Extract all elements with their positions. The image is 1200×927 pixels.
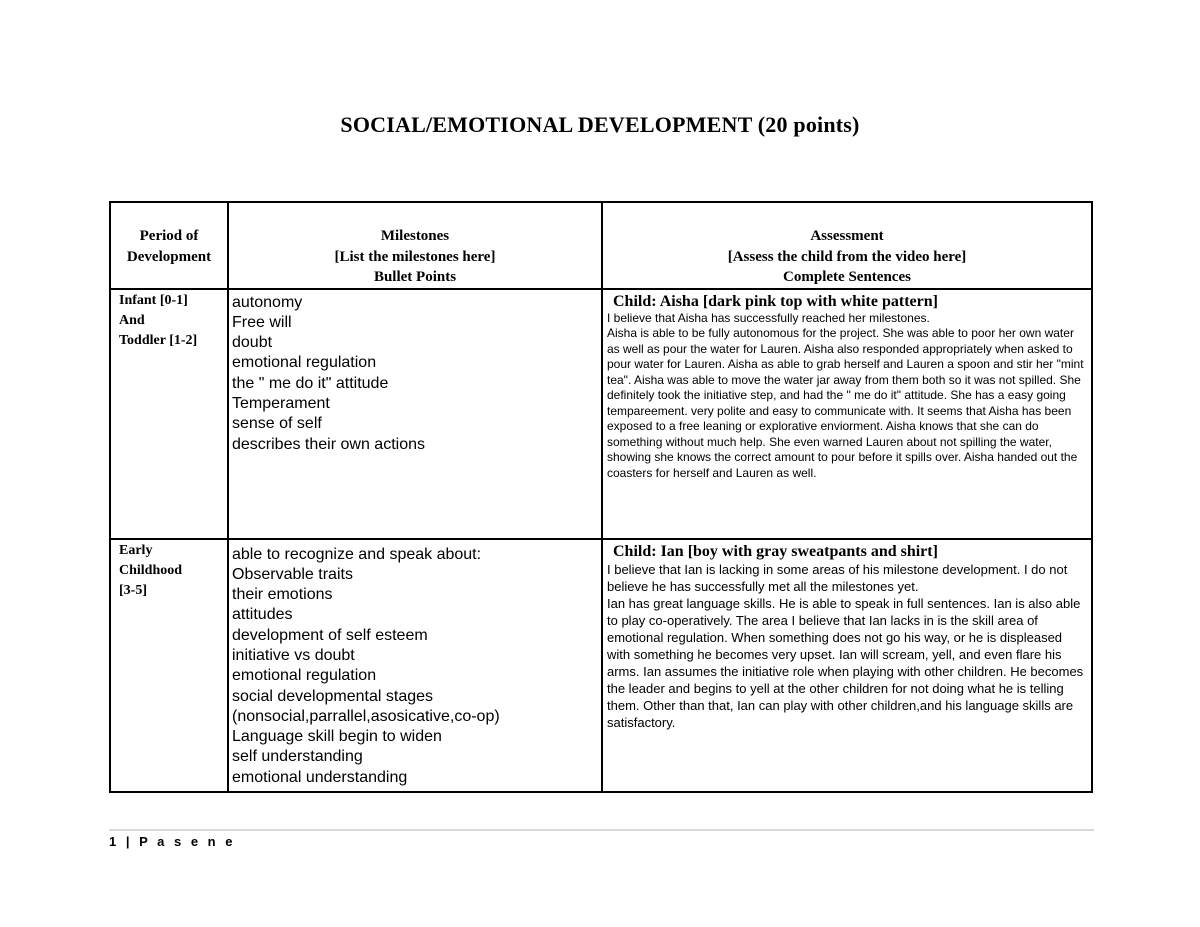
- assessment-paragraph: Ian has great language skills. He is able to speak in full sentences. Ian is also able to play co-operatively. The area I believe that Ian lacks in is the skill area of emotional regulation. When something does not go his way, or he is displeased with something he becomes very upset. Ian will scream, yell, and even flare his arms. Ian assumes the initiative role when playing with other children. He becomes the leader and begins to yell at the other children for not doing what he is telling them. Other than that, Ian can play with other children,and his language skills are satisfactory.: [607, 595, 1084, 730]
- assessment-paragraph: I believe that Aisha has successfully reached her milestones.: [607, 310, 930, 325]
- header-milestones-line: [List the milestones here]: [334, 248, 496, 265]
- milestone-item: emotional regulation: [232, 354, 377, 372]
- milestone-item: the " me do it" attitude: [232, 374, 389, 392]
- milestone-item: emotional regulation: [232, 667, 377, 685]
- header-milestones-line: Milestones: [380, 228, 450, 244]
- milestone-item: sense of self: [232, 415, 322, 433]
- milestone-item: self understanding: [232, 748, 363, 766]
- period-line: Toddler [1-2]: [119, 332, 198, 348]
- header-assessment-line: Assessment: [810, 228, 884, 244]
- child-heading: Child: Aisha [dark pink top with white pattern]: [613, 292, 938, 310]
- milestones-cell: [228, 539, 602, 792]
- table-row: [110, 289, 1092, 539]
- header-assessment-line: Complete Sentences: [783, 269, 911, 285]
- header-milestones: [228, 202, 602, 289]
- header-assessment: [602, 202, 1092, 289]
- period-line: Childhood: [119, 562, 183, 578]
- period-cell: [110, 289, 228, 539]
- assessment-paragraph: I believe that Ian is lacking in some areas of his milestone development. I do not believe he has successfully met all the milestones yet.: [607, 561, 1068, 594]
- milestone-item: describes their own actions: [232, 435, 425, 453]
- page-footer: 1 | P a s e n e: [109, 834, 236, 849]
- milestone-item: Temperament: [232, 394, 330, 412]
- period-cell: [110, 539, 228, 792]
- header-assessment-line: [Assess the child from the video here]: [727, 248, 967, 265]
- assessment-paragraph: Aisha is able to be fully autonomous for the project. She was able to poor her own water as well as pour the water for Lauren. Aisha also responded appropriately when asked to pour water for Lauren. Aisha as able to grab herself and Lauren a spoon and stir her "mint tea". Aisha was able to move the water jar away from them both so it was not spilled. She definitely took the initiative step, and had the " me do it" attitude. She has a easy going tempareement. very polite and easy to communicate with. It seems that Aisha has been exposed to a free leaning or explorative enviorment. Aisha knows that she can do something without much help. She even warned Lauren about not spilling the water, showing she knows the correct amount to pour before it spills over. Aisha handed out the coasters for herself and Lauren as well.: [607, 326, 1084, 480]
- header-milestones-line: Bullet Points: [373, 269, 457, 285]
- header-period-line: Period of: [139, 228, 199, 244]
- header-period-line: Development: [126, 248, 212, 265]
- page-title: SOCIAL/EMOTIONAL DEVELOPMENT (20 points): [340, 112, 860, 137]
- assessment-cell: [602, 539, 1092, 792]
- milestone-item: autonomy: [232, 293, 303, 311]
- milestone-item: emotional understanding: [232, 768, 408, 786]
- milestone-item: development of self esteem: [232, 626, 428, 644]
- milestone-item: Language skill begin to widen: [232, 728, 442, 746]
- table-row: [110, 539, 1092, 792]
- period-line: Infant [0-1]: [119, 292, 188, 308]
- milestone-item: Observable traits: [232, 565, 353, 583]
- milestone-item: social developmental stages: [232, 687, 434, 705]
- milestone-item: their emotions: [232, 586, 333, 604]
- milestone-item: (nonsocial,parrallel,asosicative,co-op): [232, 707, 500, 725]
- milestone-item: attitudes: [232, 606, 293, 624]
- milestone-item: doubt: [232, 334, 273, 352]
- header-period: [110, 202, 228, 289]
- milestone-item: able to recognize and speak about:: [232, 545, 482, 563]
- child-heading: Child: Ian [boy with gray sweatpants and shirt]: [613, 542, 938, 560]
- period-line: [3-5]: [119, 582, 147, 598]
- footer-divider: [109, 829, 1094, 831]
- milestone-item: Free will: [232, 313, 292, 331]
- assessment-cell: [602, 289, 1092, 539]
- milestones-cell: [228, 289, 602, 539]
- period-line: Early: [119, 542, 153, 558]
- period-line: And: [119, 312, 145, 328]
- table-header-row: [110, 202, 1092, 289]
- milestone-item: initiative vs doubt: [232, 646, 355, 664]
- development-table: [109, 201, 1093, 793]
